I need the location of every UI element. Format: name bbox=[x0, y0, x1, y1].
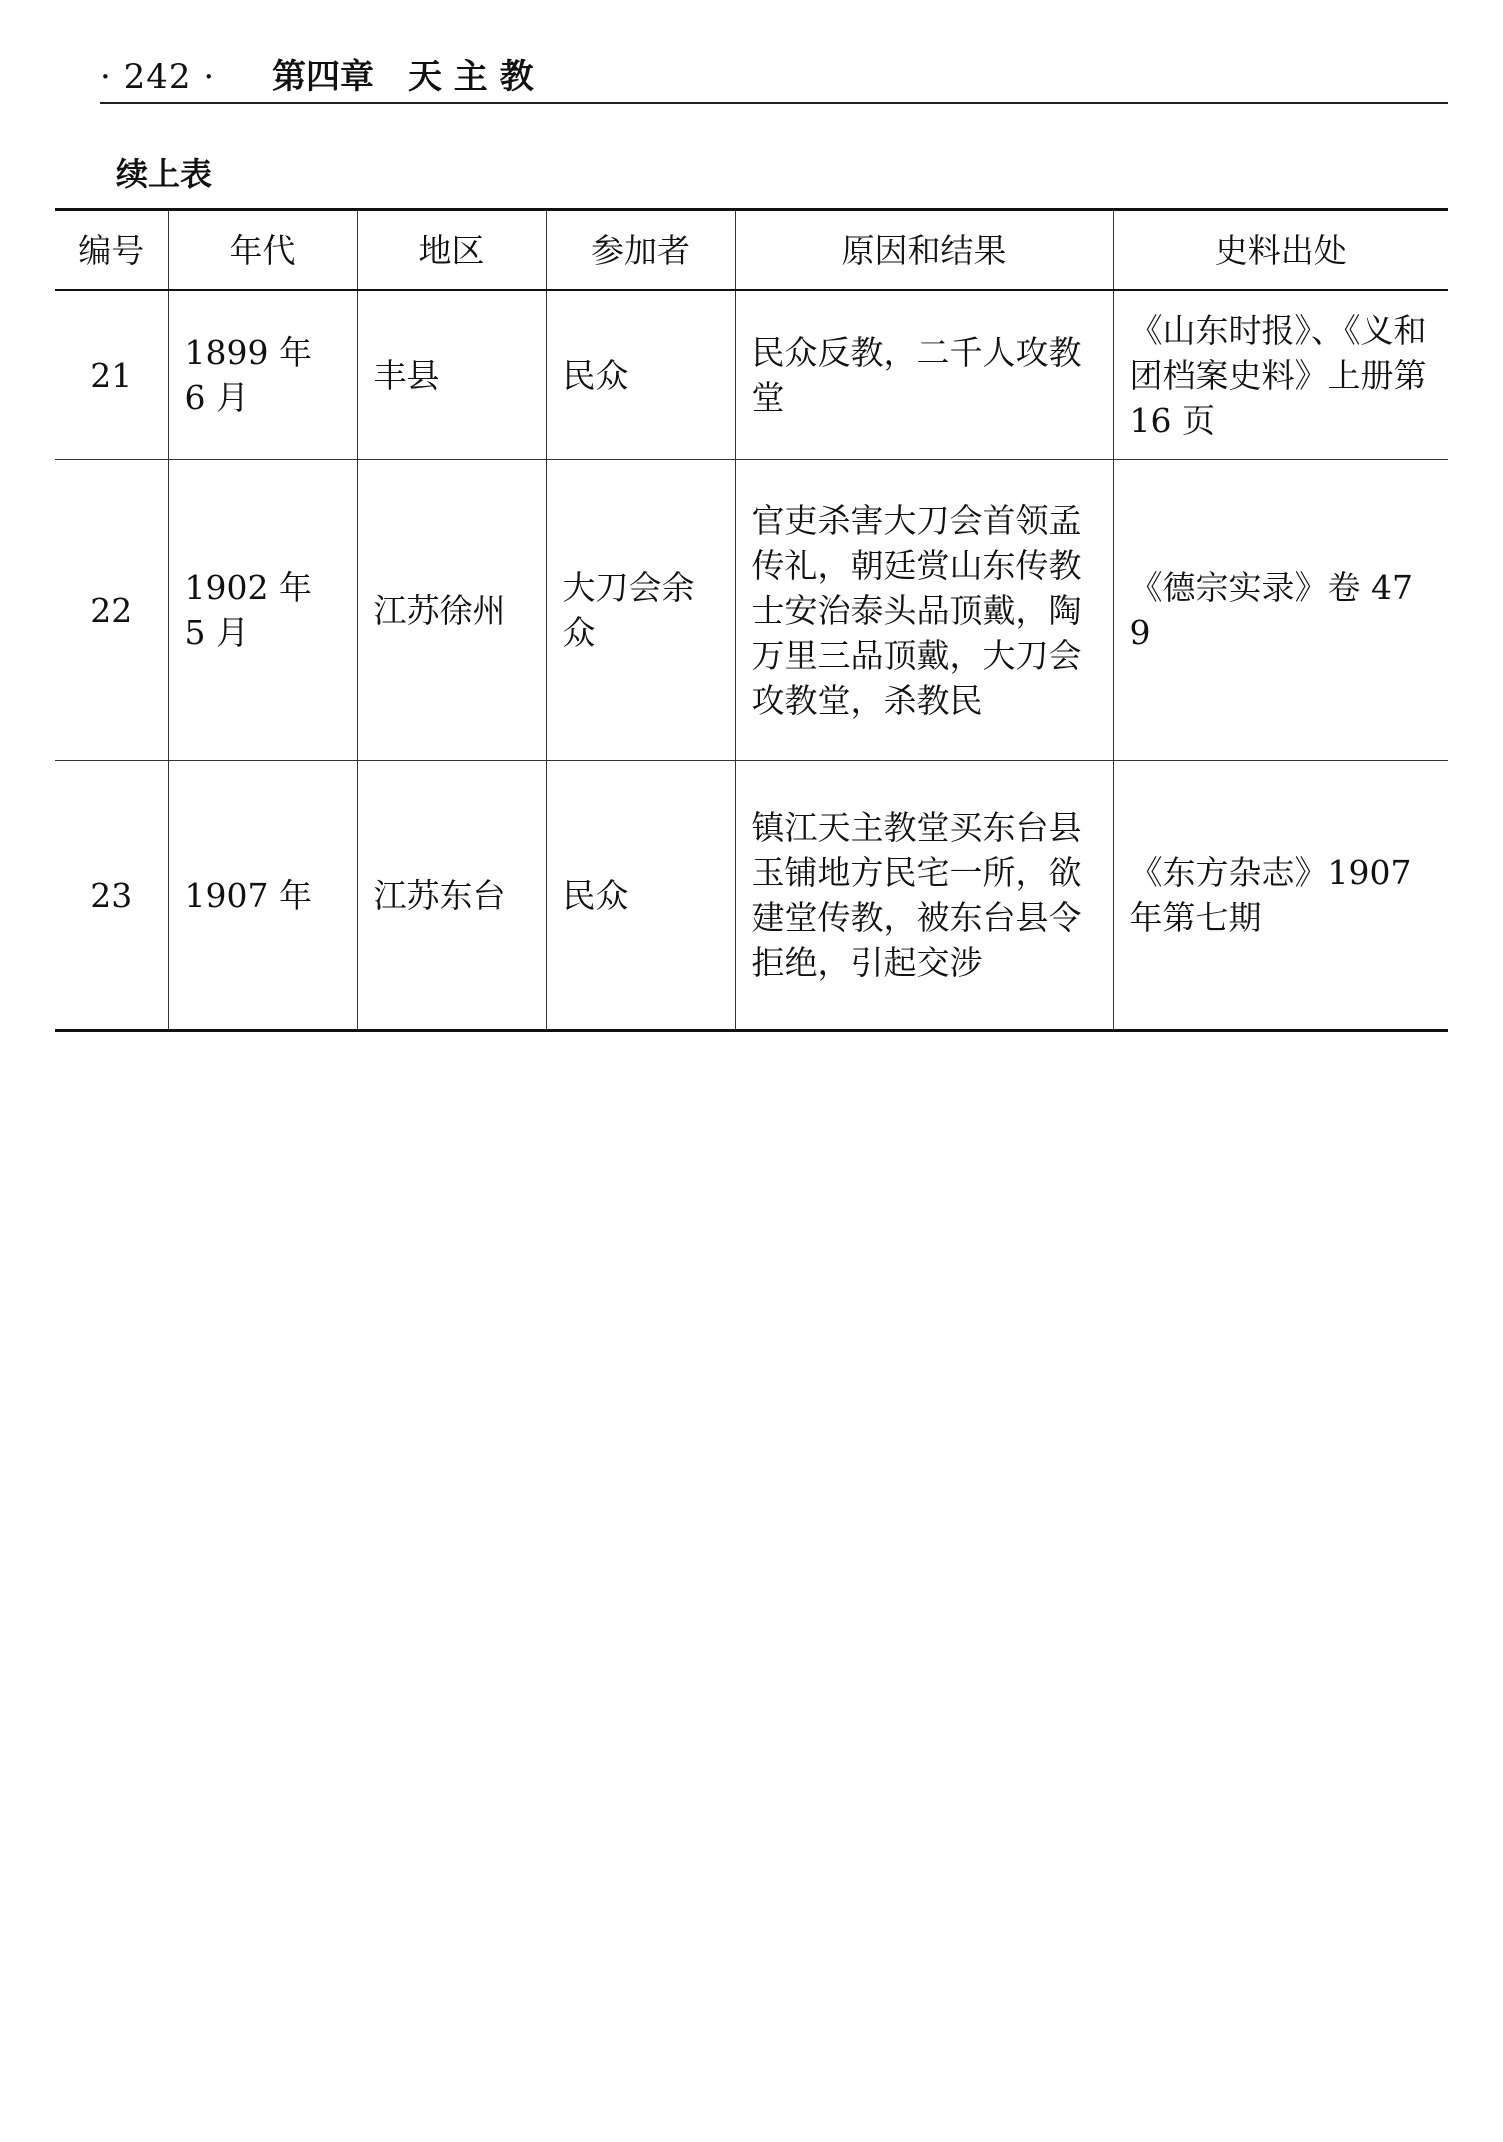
page-number: · 242 · bbox=[100, 57, 216, 97]
cell-number: 21 bbox=[55, 290, 168, 460]
cell-date: 1907 年 bbox=[168, 761, 357, 1031]
column-header-participants: 参加者 bbox=[546, 210, 735, 291]
cell-participants: 民众 bbox=[546, 761, 735, 1031]
table-row bbox=[55, 761, 1448, 1031]
table-header-row bbox=[55, 210, 1448, 291]
column-header-source: 史料出处 bbox=[1113, 210, 1448, 291]
cell-number: 22 bbox=[55, 460, 168, 761]
cell-cause-result: 镇江天主教堂买东台县玉铺地方民宅一所，欲建堂传教，被东台县令拒绝，引起交涉 bbox=[735, 761, 1113, 1031]
missionary-incidents-table bbox=[55, 208, 1448, 1032]
cell-source: 《德宗实录》卷 479 bbox=[1113, 460, 1448, 761]
cell-region: 江苏徐州 bbox=[357, 460, 546, 761]
cell-participants: 大刀会余众 bbox=[546, 460, 735, 761]
cell-date: 1899 年 6 月 bbox=[168, 290, 357, 460]
cell-number: 23 bbox=[55, 761, 168, 1031]
table-caption: 续上表 bbox=[116, 155, 213, 193]
cell-participants: 民众 bbox=[546, 290, 735, 460]
cell-cause-result: 官吏杀害大刀会首领孟传礼，朝廷赏山东传教士安治泰头品顶戴，陶万里三品顶戴，大刀会攻教堂，杀教民 bbox=[735, 460, 1113, 761]
cell-source: 《东方杂志》1907 年第七期 bbox=[1113, 761, 1448, 1031]
cell-region: 丰县 bbox=[357, 290, 546, 460]
cell-region: 江苏东台 bbox=[357, 761, 546, 1031]
running-header bbox=[100, 52, 1448, 104]
cell-source: 《山东时报》、《义和团档案史料》上册第 16 页 bbox=[1113, 290, 1448, 460]
column-header-date: 年代 bbox=[168, 210, 357, 291]
table-row bbox=[55, 460, 1448, 761]
cell-cause-result: 民众反教，二千人攻教堂 bbox=[735, 290, 1113, 460]
cell-date: 1902 年 5 月 bbox=[168, 460, 357, 761]
table-row bbox=[55, 290, 1448, 460]
column-header-number: 编号 bbox=[55, 210, 168, 291]
chapter-title: 第四章 天 主 教 bbox=[271, 57, 534, 97]
column-header-region: 地区 bbox=[357, 210, 546, 291]
column-header-cause-result: 原因和结果 bbox=[735, 210, 1113, 291]
